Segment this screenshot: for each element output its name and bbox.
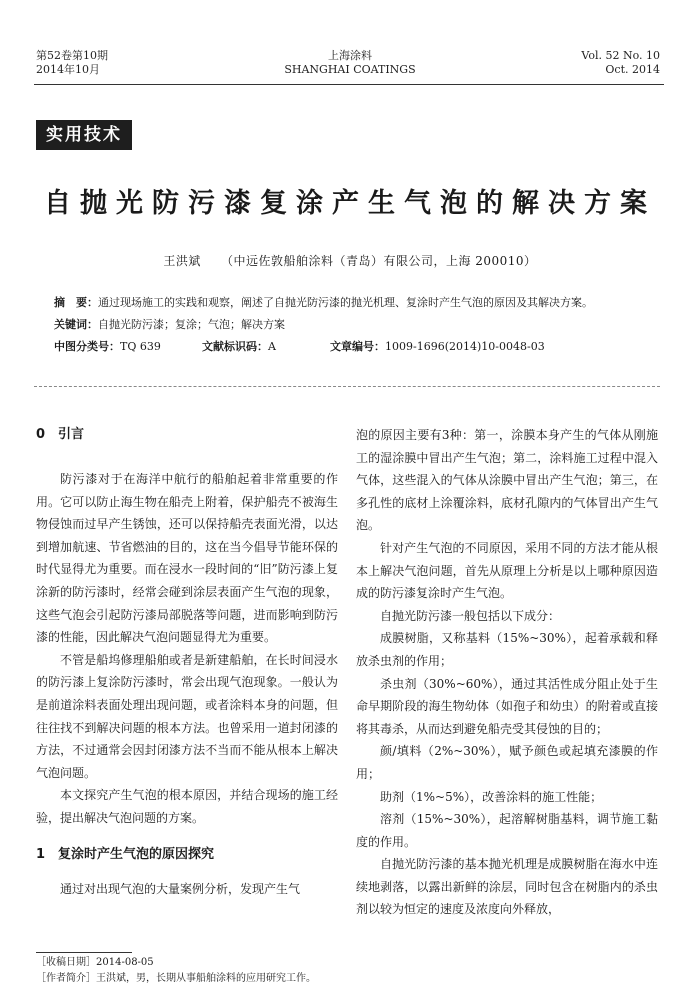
paragraph: 本文探究产生气泡的根本原因，并结合现场的施工经验，提出解决气泡问题的方案。 [36,788,338,825]
abstract-label: 摘 要： [54,296,98,309]
paragraph: 溶剂（15%~30%），起溶解树脂基料，调节施工黏度的作用。 [356,812,658,849]
paragraph: 不管是船坞修理船舶或者是新建船舶，在长时间浸水的防污漆上复涂防污漆时，常会出现气泡现象。一般认为是前道涂料表面处理出现问题，或者涂料本身的问题，但往往找不到解决问题的根本方法。也曾采用一道封闭漆的方法，不过通常会因封闭漆方法不当而不能从根本上解决气泡问题。 [36,652,338,780]
abstract-text: 通过现场施工的实践和观察，阐述了自抛光防污漆的抛光机理、复涂时产生气泡的原因及其解决方案。 [98,296,593,309]
article-no-value: 1009-1696(2014)10-0048-03 [385,340,545,353]
paragraph: 针对产生气泡的不同原因，采用不同的方法才能从根本上解决气泡问题，首先从原理上分析是以上哪种原因造成的防污漆复涂时产生气泡。 [356,540,658,601]
keywords-text: 自抛光防污漆；复涂；气泡；解决方案 [98,318,285,331]
section-heading-intro: 0 引言 [36,427,85,442]
volume-issue-en: Vol. 52 No. 10 [581,49,660,62]
paragraph: 杀虫剂（30%~60%），通过其活性成分阻止处于生命早期阶段的海生物幼体（如孢子和幼虫）的附着或直接将其毒杀，从而达到避免船壳受其侵蚀的目的； [356,676,658,736]
footnotes [36,955,356,987]
issue-date-en: Oct. 2014 [605,63,660,76]
abstract [36,294,660,312]
paragraph: 自抛光防污漆的基本抛光机理是成膜树脂在海水中连续地剥落，以露出新鲜的涂层，同时包含在树脂内的杀虫剂以较为恒定的速度及浓度向外释放， [356,857,658,917]
left-column [36,424,338,900]
doc-code-label: 文献标识码： [202,340,268,353]
clc-label: 中图分类号： [54,340,120,353]
right-column [356,424,658,921]
classification-line [54,338,660,356]
journal-name-cn: 上海涂料 [328,49,372,62]
article-title: 自抛光防污漆复涂产生气泡的解决方案 [44,188,656,219]
abstract-block [36,294,660,356]
author-affiliation: （中远佐敦船舶涂料（青岛）有限公司，上海 200010） [220,254,537,268]
section-tag: 实用技术 [36,120,132,150]
footnote-rule [36,952,132,953]
section-heading-causes: 1 复涂时产生气泡的原因探究 [36,846,215,862]
article-no-label: 文章编号： [330,340,385,353]
abstract-rule [34,386,660,387]
paragraph: 助剂（1%~5%），改善涂料的施工性能； [380,789,603,804]
author-bio: ［作者简介］王洪斌，男，长期从事船舶涂料的应用研究工作。 [36,973,316,984]
journal-issue-info-en [581,49,660,77]
author-line [0,253,700,269]
paragraph: 自抛光防污漆一般包括以下成分： [380,608,561,623]
keywords [54,316,660,334]
volume-issue: 第52卷第10期 [36,49,108,62]
issue-date: 2014年10月 [36,63,100,76]
paragraph: 成膜树脂，又称基料（15%~30%），起着承载和释放杀虫剂的作用； [356,631,658,668]
received-date: ［收稿日期］2014-08-05 [36,957,154,968]
paragraph: 通过对出现气泡的大量案例分析，发现产生气 [60,881,301,896]
doc-code-value: A [268,340,276,353]
header-rule [34,84,664,85]
paragraph: 泡的原因主要有3种：第一，涂膜本身产生的气体从刚施工的湿涂膜中冒出产生气泡；第二，涂料施工过程中混入气体，这些混入的气体从涂膜中冒出产生气泡；第三，在多孔性的底材上涂覆涂料，底材孔隙内的气体冒出产生气泡。 [356,428,658,533]
keywords-label: 关键词： [54,318,98,331]
author-name: 王洪斌 [163,254,201,268]
paragraph: 防污漆对于在海洋中航行的船舶起着非常重要的作用。它可以防止海生物在船壳上附着，保护船壳不被海生物侵蚀而过早产生锈蚀，还可以保持船壳表面光滑，以达到增加航速、节省燃油的目的，这在当今倡导节能环保的时代显得尤为重要。而在浸水一段时间的“旧”防污漆上复涂新的防污漆时，经常会碰到涂层表面产生气泡的现象，这些气泡会引起防污漆局部脱落等问题，进而影响到防污漆的性能，因此解决气泡问题显得尤为重要。 [36,472,338,645]
journal-name-en: SHANGHAI COATINGS [284,63,416,76]
paragraph: 颜/填料（2%~30%），赋予颜色或起填充漆膜的作用； [356,744,658,781]
clc-value: TQ 639 [120,340,161,353]
